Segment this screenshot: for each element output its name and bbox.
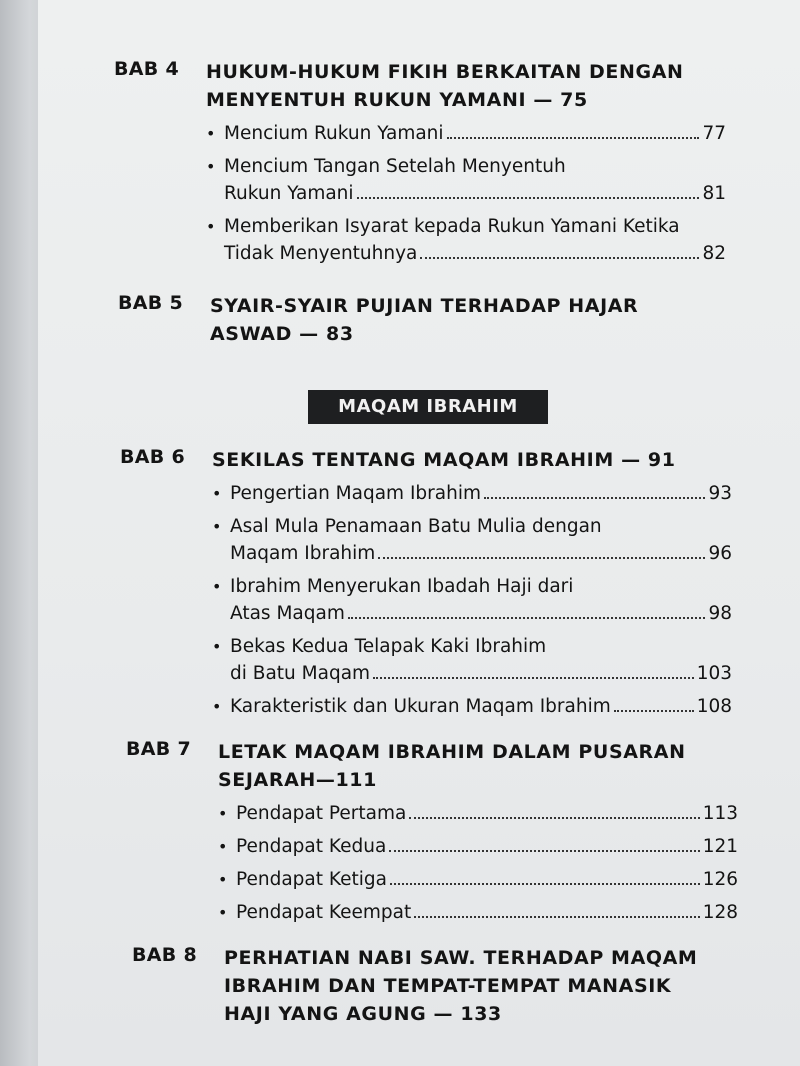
dot-leader: [389, 850, 699, 852]
toc-entry-body: [224, 153, 726, 207]
page-number: 96: [708, 543, 732, 564]
bullet-icon: •: [212, 517, 222, 536]
chapter-label: BAB 8: [132, 944, 198, 966]
page-number: 93: [708, 483, 732, 504]
page-number: 128: [702, 902, 738, 923]
chapter-heading: [118, 292, 800, 348]
bullet-icon: •: [218, 804, 228, 823]
toc-entry-text-line: Asal Mula Penamaan Batu Mulia dengan: [230, 516, 602, 537]
toc-entry: [218, 899, 738, 926]
toc-entry: [212, 573, 732, 627]
chapter-label: BAB 5: [118, 292, 184, 314]
dot-leader: [357, 197, 700, 199]
bullet-icon: •: [206, 157, 216, 176]
toc-entry: [206, 120, 726, 147]
bullet-icon: •: [218, 837, 228, 856]
toc-entry-last-line: [236, 833, 738, 860]
bullet-icon: •: [206, 124, 216, 143]
toc-entry: [218, 800, 738, 827]
chapter-heading: [126, 738, 800, 794]
page-number: 121: [702, 836, 738, 857]
toc-entry-last-line: [224, 240, 726, 267]
toc-entry-body: [236, 833, 738, 860]
dot-leader: [373, 677, 694, 679]
toc-entry-text-line: Ibrahim Menyerukan Ibadah Haji dari: [230, 576, 574, 597]
dot-leader: [447, 137, 700, 139]
page-number: 98: [708, 603, 732, 624]
toc-entry-text-line: Mencium Tangan Setelah Menyentuh: [224, 156, 566, 177]
book-spine-shadow: [0, 0, 42, 1066]
page-number: 81: [702, 183, 726, 204]
toc-entry-body: [224, 213, 726, 267]
page-number: 113: [702, 803, 738, 824]
chapter-bab-4: [114, 58, 800, 273]
dot-leader: [484, 497, 705, 499]
toc-entry-last-line: [236, 866, 738, 893]
dot-leader: [420, 257, 699, 259]
toc-entry-last-line: [236, 800, 738, 827]
dot-leader: [348, 617, 706, 619]
toc-entry: [218, 866, 738, 893]
toc-entry-last-line: [230, 660, 732, 687]
dot-leader: [378, 557, 705, 559]
chapter-title: SYAIR-SYAIR PUJIAN TERHADAP HAJAR ASWAD — 83: [210, 295, 639, 345]
toc-entry-text: Atas Maqam: [230, 603, 345, 624]
toc-entry-text: Maqam Ibrahim: [230, 543, 376, 564]
bullet-icon: •: [212, 637, 222, 656]
toc-entry-body: [236, 800, 738, 827]
chapter-label: BAB 4: [114, 58, 180, 80]
toc-entry-text-line: Bekas Kedua Telapak Kaki Ibrahim: [230, 636, 547, 657]
toc-entry-body: [230, 480, 732, 507]
toc-entry-text: Mencium Rukun Yamani: [224, 123, 444, 144]
book-page: [38, 0, 800, 1066]
bullet-icon: •: [212, 697, 222, 716]
toc-entry-body: [236, 866, 738, 893]
dot-leader: [390, 883, 700, 885]
toc-entry-text: di Batu Maqam: [230, 663, 371, 684]
toc-entry-body: [236, 899, 738, 926]
toc-entry: [212, 693, 732, 720]
toc-entry-last-line: [224, 120, 726, 147]
toc-entry-last-line: [230, 540, 732, 567]
bullet-icon: •: [206, 217, 216, 236]
toc-entry-text: Pendapat Kedua: [236, 836, 387, 857]
chapter-heading: [132, 944, 800, 1028]
page-number: 82: [702, 243, 726, 264]
toc-entry-body: [230, 573, 732, 627]
page-number: 108: [696, 696, 732, 717]
toc-entry: [218, 833, 738, 860]
page-number: 126: [702, 869, 738, 890]
section-banner: MAQAM IBRAHIM: [308, 390, 548, 424]
chapter-title: LETAK MAQAM IBRAHIM DALAM PUSARAN SEJARAH—111: [218, 741, 686, 791]
toc-entry: [212, 480, 732, 507]
toc-entry-text: Pendapat Keempat: [236, 902, 412, 923]
page-number: 103: [696, 663, 732, 684]
chapter-bab-7: [126, 738, 800, 932]
chapter-title: PERHATIAN NABI SAW. TERHADAP MAQAM IBRAHIM DAN TEMPAT-TEMPAT MANASIK HAJI YANG AGUNG — 133: [224, 947, 698, 1025]
page-number: 77: [702, 123, 726, 144]
chapter-heading: [114, 58, 800, 114]
chapter-label: BAB 6: [120, 446, 186, 468]
toc-entry-text: Tidak Menyentuhnya: [224, 243, 418, 264]
toc-entry-text: Pengertian Maqam Ibrahim: [230, 483, 481, 504]
toc-entry-text-line: Memberikan Isyarat kepada Rukun Yamani Ketika: [224, 216, 680, 237]
dot-leader: [409, 817, 699, 819]
chapter-title: HUKUM-HUKUM FIKIH BERKAITAN DENGAN MENYENTUH RUKUN YAMANI — 75: [206, 61, 684, 111]
toc-entry: [206, 213, 726, 267]
dot-leader: [614, 710, 694, 712]
bullet-icon: •: [218, 903, 228, 922]
toc-entry-text: Rukun Yamani: [224, 183, 354, 204]
toc-entry: [212, 513, 732, 567]
toc-entry-text: Karakteristik dan Ukuran Maqam Ibrahim: [230, 696, 611, 717]
chapter-bab-8: [132, 944, 800, 1028]
toc-entry-last-line: [224, 180, 726, 207]
toc-entry-body: [230, 513, 732, 567]
toc-entry-last-line: [230, 600, 732, 627]
toc-entry-last-line: [230, 693, 732, 720]
toc-entry-body: [224, 120, 726, 147]
bullet-icon: •: [218, 870, 228, 889]
chapter-bab-5: [118, 292, 800, 348]
chapter-bab-6: [120, 446, 800, 726]
toc-entry-last-line: [236, 899, 738, 926]
toc-entry-last-line: [230, 480, 732, 507]
bullet-icon: •: [212, 484, 222, 503]
toc-entry-list: [212, 480, 732, 720]
toc-entry: [212, 633, 732, 687]
toc-entry-list: [218, 800, 738, 926]
toc-entry-body: [230, 693, 732, 720]
chapter-label: BAB 7: [126, 738, 192, 760]
bullet-icon: •: [212, 577, 222, 596]
dot-leader: [414, 916, 699, 918]
chapter-heading: [120, 446, 800, 474]
chapter-title: SEKILAS TENTANG MAQAM IBRAHIM — 91: [212, 449, 676, 471]
toc-entry-list: [206, 120, 726, 267]
toc-entry: [206, 153, 726, 207]
toc-entry-text: Pendapat Ketiga: [236, 869, 387, 890]
toc-entry-body: [230, 633, 732, 687]
toc-entry-text: Pendapat Pertama: [236, 803, 407, 824]
